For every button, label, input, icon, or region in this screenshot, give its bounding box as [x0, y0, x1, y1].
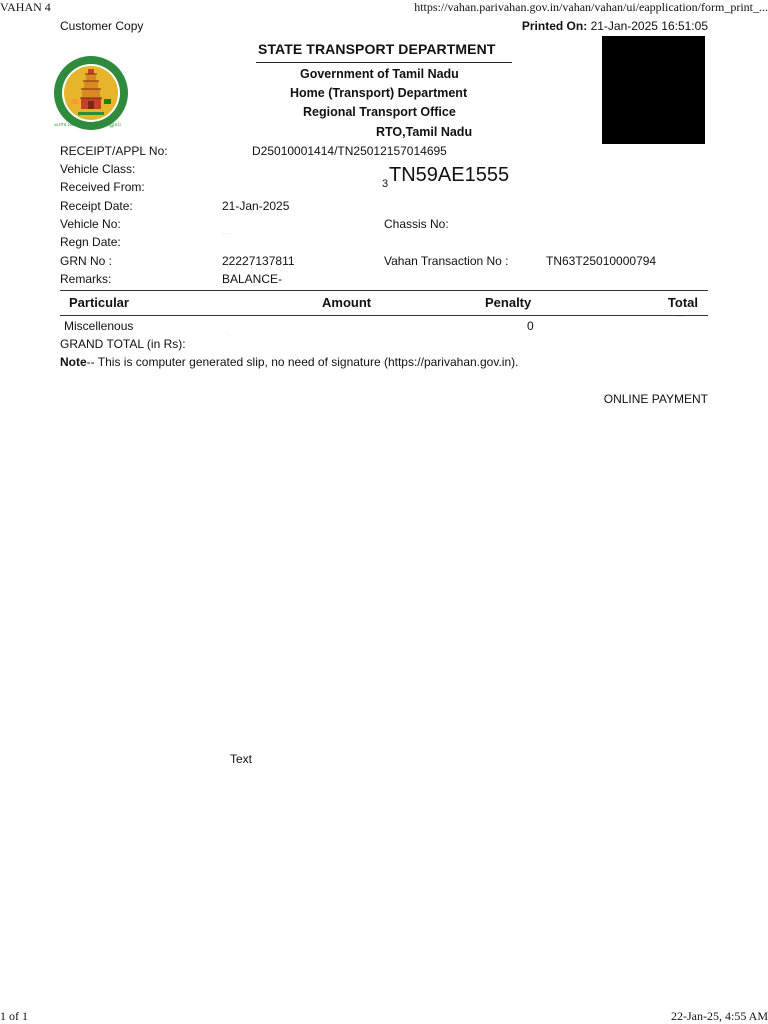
regn-date-label: Regn Date:: [60, 235, 121, 249]
grn-no-value: 22227137811: [222, 254, 295, 268]
printed-on: [522, 19, 708, 33]
print-footer-datetime: 22-Jan-25, 4:55 AM: [671, 1009, 768, 1023]
receipt-date-value: 21-Jan-2025: [222, 199, 290, 213]
department-title-underline: [256, 62, 512, 63]
grand-total-label: GRAND TOTAL (in Rs):: [60, 337, 186, 351]
payment-mode: ONLINE PAYMENT: [603, 392, 708, 406]
printed-on-value: 21-Jan-2025 16:51:05: [590, 19, 708, 33]
regn-date-faint-mark: ¯ ¯: [222, 234, 231, 240]
remarks-value: BALANCE-: [222, 272, 283, 286]
table-row-particular: Miscellenous: [64, 319, 134, 333]
table-top-rule: [60, 290, 708, 291]
printed-on-label: Printed On:: [521, 19, 588, 33]
note-line: [60, 355, 518, 369]
table-header-particular: Particular: [69, 295, 129, 310]
print-header-title: VAHAN 4: [0, 0, 51, 14]
emblem-caption: வாய்மையே வெல்லும்: [54, 121, 122, 128]
heading-regional-office: Regional Transport Office: [303, 105, 456, 119]
vehicle-class-label: Vehicle Class:: [60, 162, 136, 176]
table-row-total-faint-mark: ¯ ¯: [676, 317, 685, 323]
vahan-transaction-label: Vahan Transaction No :: [384, 254, 509, 268]
plate-prefix: 3: [382, 178, 389, 190]
table-header-total: Total: [667, 295, 698, 310]
chassis-no-label: Chassis No:: [384, 217, 449, 231]
table-header-amount: Amount: [322, 295, 372, 310]
table-header-penalty: Penalty: [485, 295, 532, 310]
heading-rto: RTO,Tamil Nadu: [376, 125, 473, 139]
table-row-penalty: 0: [527, 319, 534, 333]
heading-government: Government of Tamil Nadu: [300, 67, 459, 81]
customer-copy-label: Customer Copy: [60, 19, 144, 33]
table-header-rule: [60, 315, 708, 316]
redacted-photo-box: [602, 36, 705, 144]
receipt-date-label: Receipt Date:: [60, 199, 133, 213]
receipt-appl-label: RECEIPT/APPL No:: [60, 144, 168, 158]
stray-text: Text: [230, 752, 253, 766]
received-from-label: Received From:: [60, 180, 145, 194]
receipt-appl-value: D25010001414/TN25012157014695: [252, 144, 447, 158]
department-title: STATE TRANSPORT DEPARTMENT: [258, 41, 496, 57]
grn-no-label: GRN No :: [60, 254, 113, 268]
print-header-url: https://vahan.parivahan.gov.in/vahan/vahan/ui/eapplication/form_print_...: [414, 0, 768, 14]
remarks-label: Remarks:: [60, 272, 112, 286]
print-footer-page: 1 of 1: [0, 1009, 28, 1023]
plate-number: TN59AE1555: [389, 164, 510, 186]
vahan-transaction-value: TN63T25010000794: [546, 254, 657, 268]
vehicle-no-label: Vehicle No:: [60, 217, 121, 231]
grand-total-faint-mark: ´: [228, 336, 230, 342]
note-label: Note: [60, 355, 87, 369]
heading-home-department: Home (Transport) Department: [290, 86, 468, 100]
note-text: -- This is computer generated slip, no need of signature (https://parivahan.gov.in).: [86, 355, 519, 369]
